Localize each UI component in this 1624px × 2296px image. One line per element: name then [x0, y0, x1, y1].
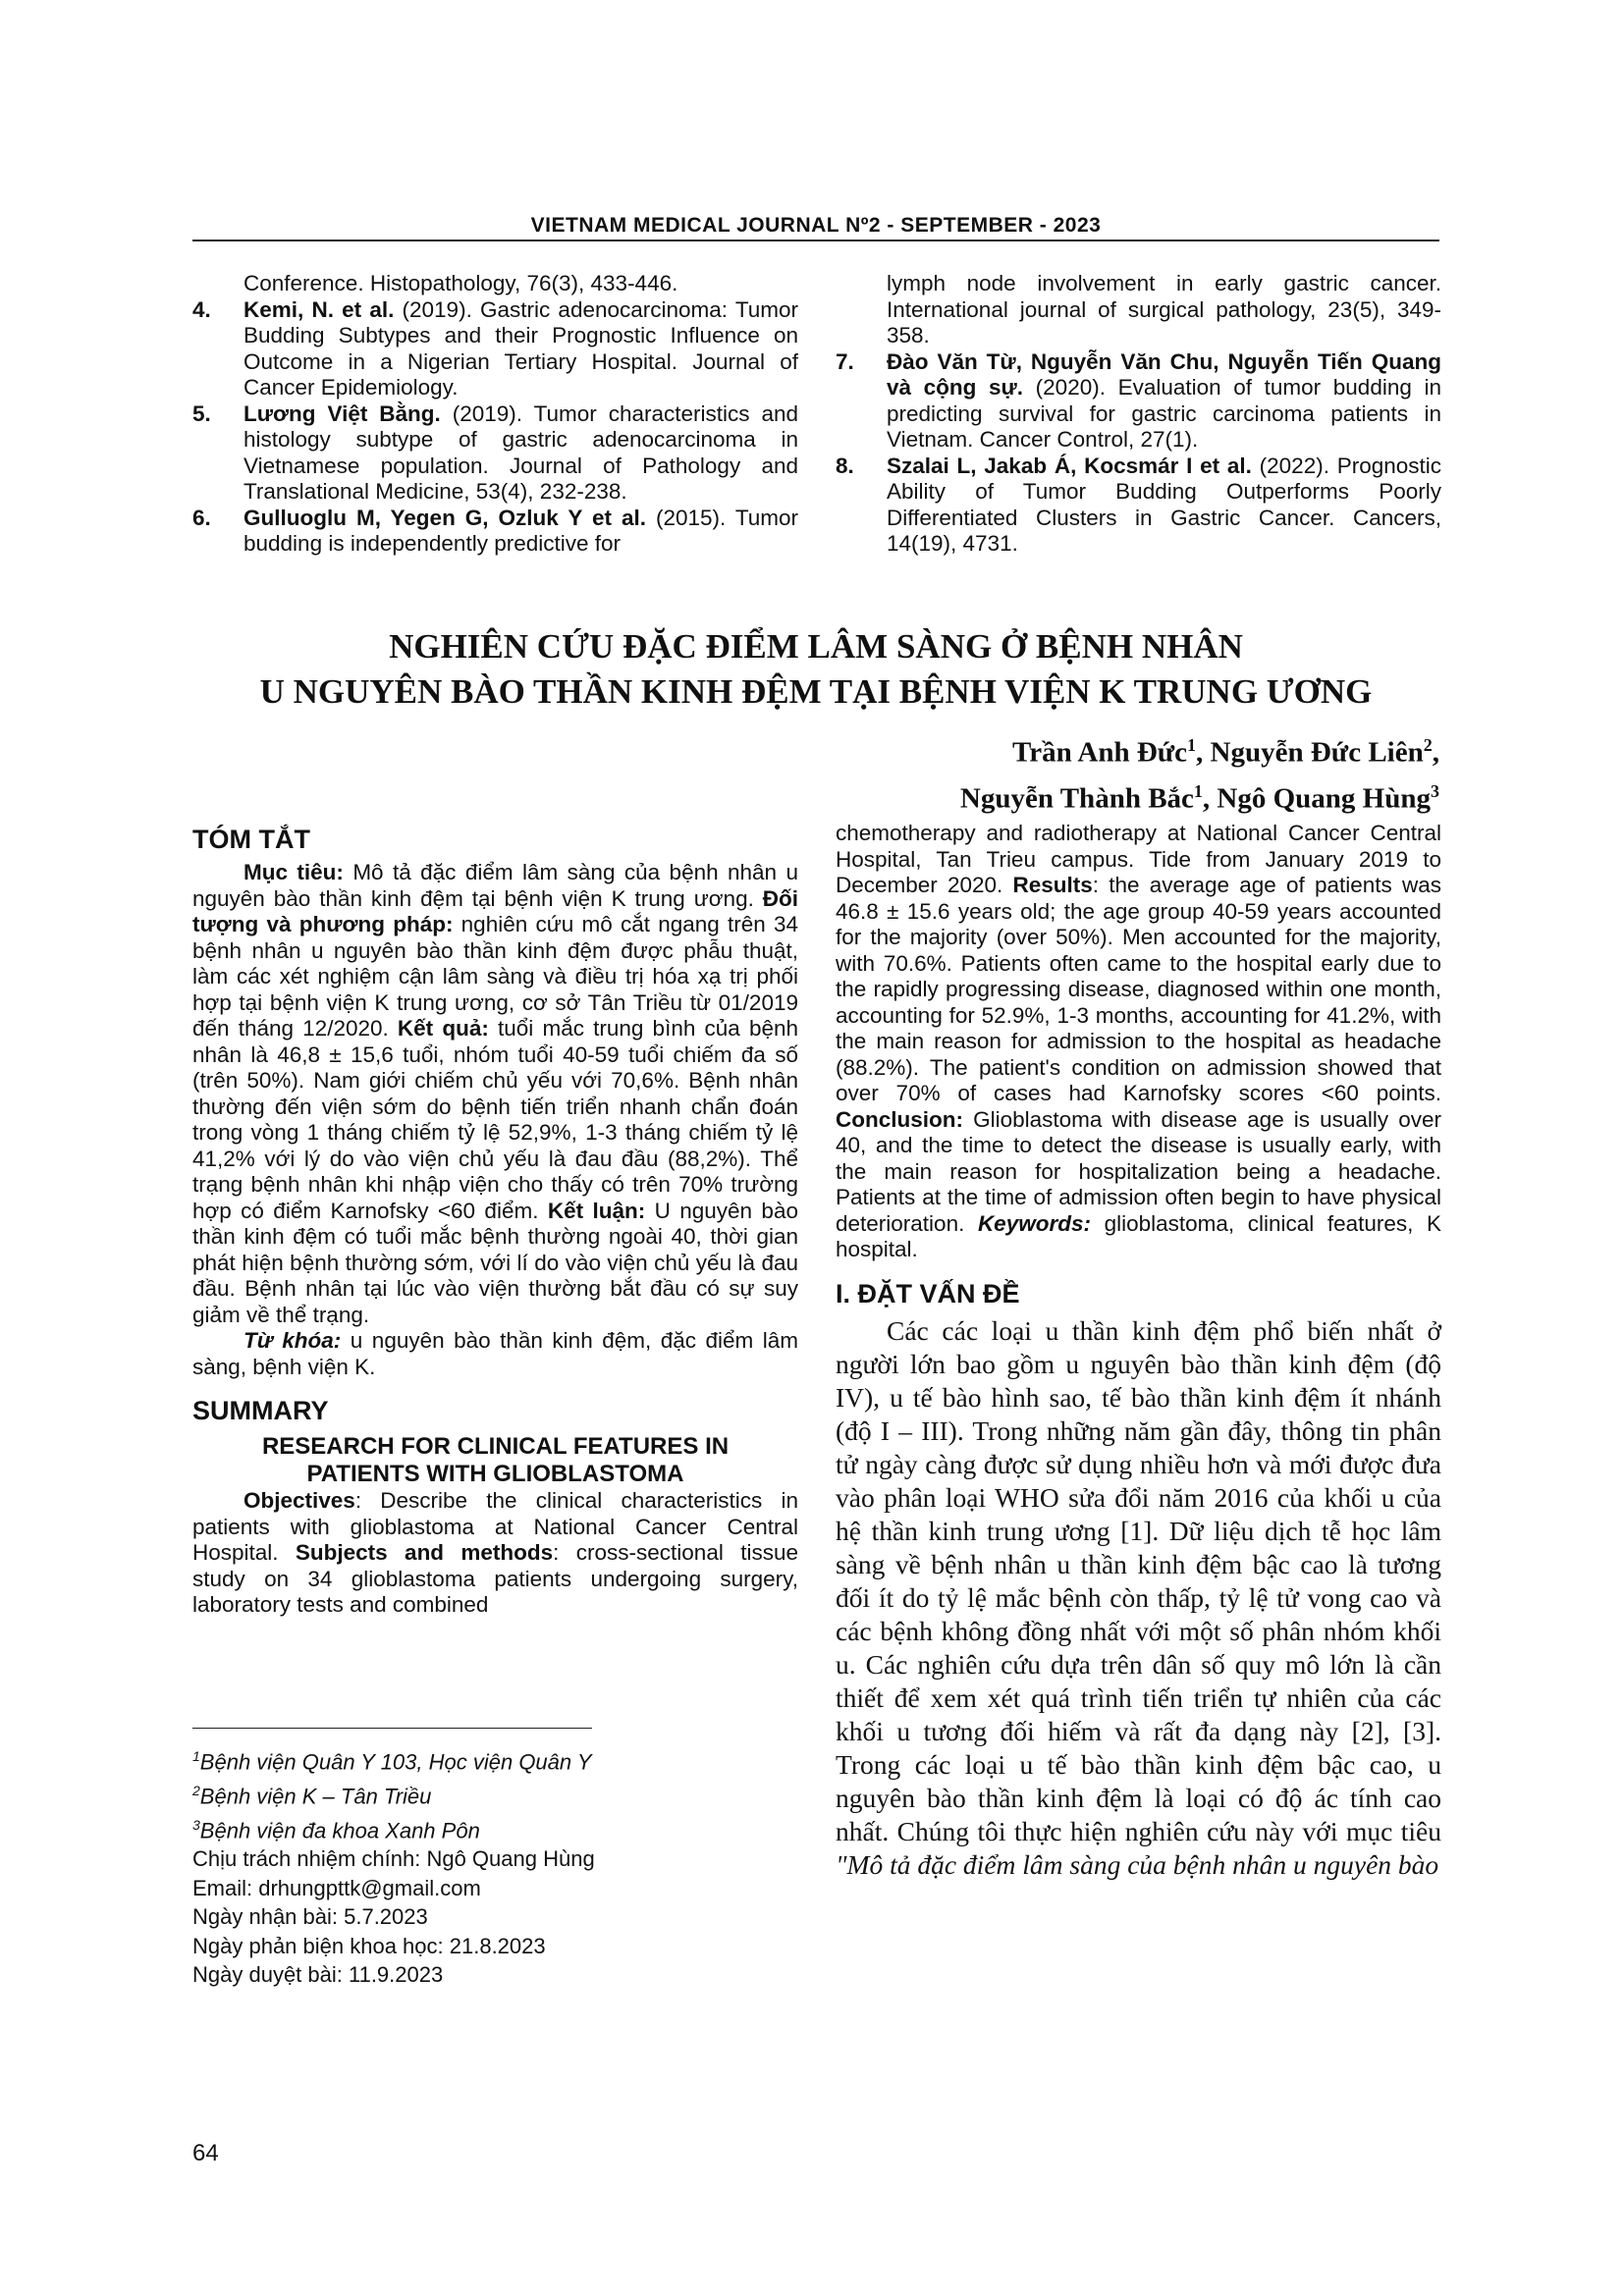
abstract-label: Kết quả:	[397, 1016, 489, 1041]
abstract-label: Kết luận:	[547, 1198, 646, 1223]
header-rule	[192, 240, 1439, 241]
reference-text: (2019). Tumor characteristics and histology subtype of gastric adenocarcinoma in Vietnamese population. Journal of Pathology and Translational Medicine, 53(4), 232-238.	[244, 400, 798, 504]
author-separator: ,	[1432, 736, 1439, 769]
reference-authors: Đào Văn Từ, Nguyễn Văn Chu, Nguyễn Tiến Quang và cộng sự.	[887, 348, 1441, 400]
keywords-text: glioblastoma, clinical features, K hospital.	[836, 1210, 1441, 1261]
article-title-line: U NGUYÊN BÀO THẦN KINH ĐỆM TẠI BỆNH VIỆN K TRUNG ƯƠNG	[259, 672, 1373, 711]
author-separator: ,	[1202, 782, 1218, 815]
keywords-label: Từ khóa:	[244, 1328, 342, 1353]
reference-text: (2020). Evaluation of tumor budding in predicting survival for gastric carcinoma patients in Vietnam. Cancer Control, 27(1).	[887, 375, 1441, 452]
author-list	[960, 726, 1439, 818]
reference-number: 6.	[192, 505, 211, 530]
affiliation-marker: 1	[1193, 780, 1203, 801]
affiliation-footnote	[192, 1811, 798, 1845]
abstract-vietnamese	[192, 823, 798, 1619]
author-name: Nguyễn Đức Liên	[1210, 736, 1424, 769]
reference-number: 7.	[836, 348, 854, 374]
reference-continuation: Conference. Histopathology, 76(3), 433-446.	[244, 271, 678, 295]
section-heading: I. ĐẶT VẤN ĐỀ	[836, 1278, 1020, 1308]
footnote-marker: 2	[192, 1782, 200, 1798]
footnotes	[192, 1742, 798, 1990]
affiliation-marker: 3	[1431, 780, 1439, 801]
summary-text: : cross-sectional tissue study on 34 glioblastoma patients undergoing surgery, laboratory tests and combined	[192, 1540, 798, 1617]
abstract-text: U nguyên bào thần kinh đệm có tuổi mắc bệnh thường ngoài 40, thời gian phát hiện bệnh thường sớm, với lí do vào viện chủ yếu là đau đầu. Bệnh nhân tại lúc vào viện thường bắt đầu có sự suy giảm về thể trạng.	[192, 1198, 798, 1327]
running-head: VIETNAM MEDICAL JOURNAL Nº2 - SEPTEMBER - 2023	[530, 214, 1102, 237]
reference-item	[836, 349, 1441, 454]
abstract-text: tuổi mắc trung bình của bệnh nhân là 46,8 ± 15,6 tuổi, nhóm tuổi 40-59 tuổi chiếm đa số (trên 50%). Nam giới chiếm chủ yếu với 70,6%. Bệnh nhân thường đến viện sớm do bệnh tiến triển nhanh chẩn đoán trong vòng 1 tháng chiếm tỷ lệ 52,9%, 1-3 tháng chiếm tỷ lệ 41,2% với lý do vào viện chủ yếu là đau đầu (88,2%). Thể trạng bệnh nhân khi nhập viện cho thấy có trên 70% trường hợp có điểm Karnofsky <60 điểm.	[192, 1016, 799, 1223]
footnote-rule	[192, 1728, 592, 1729]
author-line	[960, 726, 1439, 773]
keywords-text: u nguyên bào thần kinh đệm, đặc điểm lâm sàng, bệnh viện K.	[192, 1328, 798, 1379]
page-number: 64	[192, 2140, 219, 2166]
keywords-label: Keywords:	[977, 1210, 1091, 1236]
summary-text: : the average age of patients was 46.8 ± 15.6 years old; the age group 40-59 years accounted for the majority (over 50%). Men accounted for the majority, with 70.6%. Patients often came to the hospital early due to the rapidly progressing disease, diagnosed within one month, accounting for 52.9%, 1-3 months, accounting for 41.2%, with the main reason for admission to the hospital as headache (88.2%). The patient's condition on admission showed that over 70% of cases had Karnofsky scores <60 points.	[836, 873, 1441, 1105]
abstract-paragraph	[192, 860, 798, 1328]
summary-paragraph	[192, 1488, 798, 1619]
keywords-paragraph	[192, 1328, 798, 1380]
summary-label: Results	[1012, 873, 1093, 897]
article-title	[192, 624, 1439, 715]
affiliation-footnote	[192, 1742, 798, 1777]
reference-item	[192, 401, 798, 506]
reference-continuation: lymph node involvement in early gastric cancer. International journal of surgical pathology, 23(5), 349-358.	[887, 271, 1441, 347]
summary-title-line: PATIENTS WITH GLIOBLASTOMA	[306, 1461, 684, 1487]
affiliation-marker: 1	[1187, 735, 1197, 755]
author-name: Trần Anh Đức	[1012, 736, 1188, 769]
summary-text: Glioblastoma with disease age is usually over 40, and the time to detect the disease is usually early, with the main reason for hospitalization being a headache. Patients at the time of admission often begin to have physical deterioration.	[836, 1106, 1441, 1236]
footnote-text: Bệnh viện Quân Y 103, Học viện Quân Y	[199, 1749, 592, 1775]
body-text-italic: "Mô tả đặc điểm lâm sàng của bệnh nhân u nguyên bào	[836, 1848, 1439, 1880]
author-line	[960, 773, 1439, 819]
affiliation-footnote	[192, 1777, 798, 1811]
section-heading: TÓM TẮT	[192, 825, 310, 854]
reference-authors: Lương Việt Bằng.	[244, 400, 441, 426]
summary-label: Subjects and methods	[295, 1540, 554, 1565]
date-accepted: Ngày duyệt bài: 11.9.2023	[192, 1962, 444, 1988]
reference-text: (2015). Tumor budding is independently predictive for	[244, 505, 798, 556]
footnote-text: Bệnh viện đa khoa Xanh Pôn	[199, 1817, 480, 1842]
author-name: Ngô Quang Hùng	[1217, 782, 1431, 815]
reference-number: 5.	[192, 400, 211, 426]
contact-email: Email: drhungpttk@gmail.com	[192, 1875, 481, 1900]
abstract-text: Mô tả đặc điểm lâm sàng của bệnh nhân u nguyên bào thần kinh đệm tại bệnh viện K trung ương.	[192, 860, 798, 911]
date-reviewed: Ngày phản biện khoa học: 21.8.2023	[192, 1933, 546, 1958]
reference-text: (2022). Prognostic Ability of Tumor Budding Outperforms Poorly Differentiated Clusters in Gastric Cancer. Cancers, 14(19), 4731.	[887, 453, 1441, 556]
summary-text: : Describe the clinical characteristics in patients with glioblastoma at National Cancer Central Hospital.	[192, 1488, 798, 1565]
section-heading: SUMMARY	[192, 1396, 329, 1425]
reference-item	[192, 297, 798, 401]
reference-item	[836, 454, 1441, 558]
reference-text: (2019). Gastric adenocarcinoma: Tumor Budding Subtypes and their Prognostic Influence on Outcome in a Nigerian Tertiary Hospital. Journal of Cancer Epidemiology.	[244, 296, 798, 400]
body-text: Các các loại u thần kinh đệm phổ biến nhất ở người lớn bao gồm u nguyên bào thần kinh đệm (độ IV), u tế bào hình sao, tế bào thần kinh đệm ít nhánh (độ I – III). Trong những năm gần đây, thông tin phân tử ngày càng được sử dụng nhiều hơn và mới được đưa vào phân loại WHO sửa đổi năm 2016 của khối u của hệ thần kinh trung ương [1]. Dữ liệu dịch tễ học lâm sàng về bệnh nhân u thần kinh đệm bậc cao là tương đối ít do tỷ lệ mắc bệnh còn thấp, tỷ lệ tử vong cao và các bệnh không đồng nhất với một số phân nhóm khối u. Các nghiên cứu dựa trên dân số quy mô lớn là cần thiết để xem xét quá trình tiến triển tự nhiên của các khối u tương đối hiếm và rất đa dạng này [2], [3]. Trong các loại u tế bào thần kinh đệm bậc cao, u nguyên bào thần kinh đệm là loại có độ ác tính cao nhất. Chúng tôi thực hiện nghiên cứu này với mục tiêu	[836, 1314, 1441, 1846]
reference-number: 8.	[836, 453, 854, 478]
summary-text: chemotherapy and radiotherapy at National Cancer Central Hospital, Tan Trieu campus. Tide from January 2019 to December 2020.	[836, 821, 1441, 897]
abstract-text: nghiên cứu mô cắt ngang trên 34 bệnh nhân u nguyên bào thần kinh đệm được phẫu thuật, làm các xét nghiệm cận lâm sàng và điều trị hóa xạ trị phối hợp tại bệnh viện K trung ương, cơ sở Tân Triều từ 01/2019 đến tháng 12/2020.	[192, 912, 798, 1041]
responsible-author: Chịu trách nhiệm chính: Ngô Quang Hùng	[192, 1846, 595, 1872]
footnote-text: Bệnh viện K – Tân Triều	[199, 1784, 432, 1809]
article-title-line: NGHIÊN CỨU ĐẶC ĐIỂM LÂM SÀNG Ở BỆNH NHÂN	[389, 627, 1243, 666]
reference-item	[192, 506, 798, 558]
summary-label: Objectives	[244, 1488, 355, 1513]
reference-authors: Gulluoglu M, Yegen G, Ozluk Y et al.	[244, 505, 646, 530]
summary-label: Conclusion:	[836, 1106, 963, 1132]
summary-paragraph	[836, 821, 1441, 1263]
abstract-label: Mục tiêu:	[244, 860, 344, 884]
author-name: Nguyễn Thành Bắc	[959, 782, 1194, 815]
footnote-marker: 1	[192, 1748, 200, 1764]
date-received: Ngày nhận bài: 5.7.2023	[192, 1904, 428, 1930]
summary-title-line: RESEARCH FOR CLINICAL FEATURES IN	[261, 1433, 730, 1460]
reference-authors: Kemi, N. et al.	[244, 296, 395, 322]
abstract-label: Đối tượng và phương pháp:	[192, 885, 798, 936]
reference-authors: Szalai L, Jakab Á, Kocsmár I et al.	[887, 453, 1252, 478]
author-separator: ,	[1196, 736, 1211, 769]
references-left	[192, 271, 798, 558]
references-right	[836, 271, 1441, 558]
affiliation-marker: 2	[1423, 735, 1433, 755]
body-paragraph	[836, 1314, 1441, 1882]
summary-continued	[836, 821, 1441, 1882]
footnote-marker: 3	[192, 1816, 200, 1833]
reference-number: 4.	[192, 296, 211, 322]
